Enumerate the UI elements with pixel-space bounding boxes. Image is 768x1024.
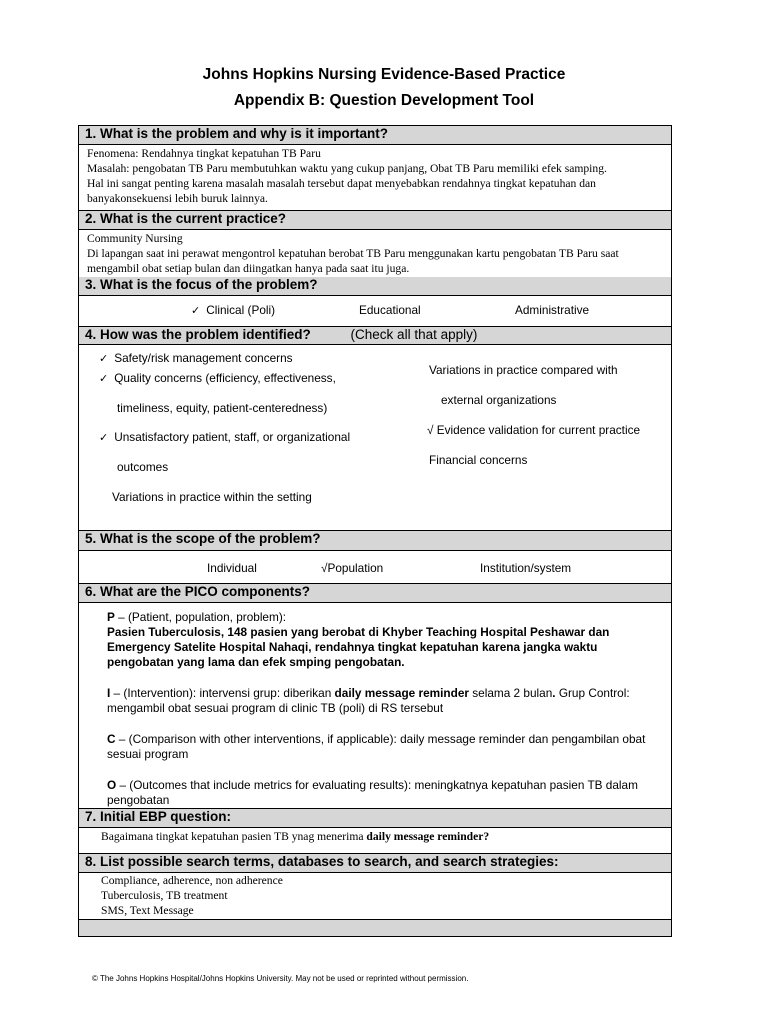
section-2-header: 2. What is the current practice?	[79, 210, 671, 230]
document-subtitle: Appendix B: Question Development Tool	[233, 92, 535, 109]
search-term: Tuberculosis, TB treatment	[101, 889, 228, 902]
section-1-line: Masalah: pengobatan TB Paru membutuhkan waktu yang cukup panjang, Obat TB Paru memiliki efek samping.	[87, 162, 607, 175]
section-2-line: Di lapangan saat ini perawat mengontrol kepatuhan berobat TB Paru menggunakan kartu pengobatan TB Paru saat	[87, 247, 619, 260]
focus-option-clinical: ✓ Clinical (Poli)	[191, 303, 275, 317]
ebp-question-bold: daily message reminder?	[366, 830, 490, 843]
pico-p-description: – (Patient, population, problem):	[114, 610, 287, 624]
section-7-header: 7. Initial EBP question:	[79, 808, 671, 828]
focus-option-administrative: Administrative	[515, 303, 590, 317]
pico-i-description: – (Intervention): intervensi grup: diberikan	[110, 686, 335, 700]
section-6-header: 6. What are the PICO components?	[79, 583, 671, 603]
search-term: SMS, Text Message	[101, 904, 194, 917]
section-4-note: (Check all that apply)	[350, 327, 478, 342]
pico-i-period: .	[552, 686, 556, 700]
pico-p-text: Pasien Tuberculosis, 148 pasien yang berobat di Khyber Teaching Hospital Peshawar dan Emergency Satelite Hospital Nahaqi, rendahnya tingkat kepatuhan karena jangka waktu pengobatan yang lama dan efek smping pengobatan.	[107, 625, 610, 669]
document-title: Johns Hopkins Nursing Evidence-Based Practice	[202, 66, 566, 83]
identified-option: ✓ Safety/risk management concerns	[99, 351, 293, 365]
ebp-question-text: Bagaimana tingkat kepatuhan pasien TB ynag menerima	[101, 830, 367, 843]
pico-i-bold: daily message reminder	[334, 686, 469, 700]
identified-option-cont: external organizations	[441, 393, 557, 407]
section-2-line: mengambil obat setiap bulan dan diingatkan hanya pada saat itu juga.	[87, 262, 410, 275]
focus-option-educational: Educational	[359, 303, 421, 317]
section-1-header: 1. What is the problem and why is it important?	[79, 126, 671, 145]
section-1-line: Hal ini sangat penting karena masalah masalah tersebut dapat menyebabkan rendahnya tingkat kepatuhan dan	[87, 177, 596, 190]
section-1-line: Fenomena: Rendahnya tingkat kepatuhan TB Paru	[87, 147, 321, 160]
search-term: Compliance, adherence, non adherence	[101, 874, 283, 887]
pico-o-text: – (Outcomes that include metrics for evaluating results): meningkatnya kepatuhan pasien TB dalam pengobatan	[107, 778, 638, 807]
section-2-line: Community Nursing	[87, 232, 183, 245]
identified-option: Financial concerns	[429, 453, 528, 467]
copyright-footer: © The Johns Hopkins Hospital/Johns Hopkins University. May not be used or reprinted without permission.	[92, 974, 469, 983]
identified-option: ✓ Unsatisfactory patient, staff, or organizational	[99, 430, 350, 444]
scope-option-institution: Institution/system	[480, 561, 572, 575]
section-1-line: banyakonsekuensi lebih buruk lainnya.	[87, 192, 268, 205]
scope-option-individual: Individual	[207, 561, 257, 575]
form-bottom-bar	[79, 919, 671, 936]
section-4-header	[79, 326, 671, 345]
section-5-header: 5. What is the scope of the problem?	[79, 530, 671, 551]
section-4-title: 4. How was the problem identified?	[85, 327, 311, 342]
identified-option-cont: timeliness, equity, patient-centeredness)	[117, 401, 328, 415]
question-development-form	[78, 125, 672, 937]
pico-o	[107, 778, 667, 808]
section-3-header: 3. What is the focus of the problem?	[79, 277, 671, 296]
pico-c-label: C	[107, 732, 116, 746]
pico-i-text: selama 2 bulan	[468, 686, 553, 700]
pico-c-text: – (Comparison with other interventions, if applicable): daily message reminder dan pengambilan obat sesuai program	[107, 732, 646, 761]
pico-c	[107, 732, 667, 762]
scope-option-population: √Population	[321, 561, 384, 575]
pico-p	[107, 610, 667, 670]
pico-i-text-2: Grup Control: mengambil obat sesuai program di clinic TB (poli) di RS tersebut	[107, 686, 630, 715]
ebp-question	[101, 829, 489, 844]
identified-option-cont: outcomes	[117, 460, 169, 474]
pico-i	[107, 686, 667, 716]
section-8-header: 8. List possible search terms, databases to search, and search strategies:	[79, 853, 671, 873]
identified-option: Variations in practice within the setting	[112, 490, 312, 504]
pico-o-label: O	[107, 778, 117, 792]
identified-option: ✓ Quality concerns (efficiency, effectiveness,	[99, 371, 336, 385]
identified-option: √ Evidence validation for current practice	[427, 423, 641, 437]
pico-i-label: I	[107, 686, 111, 700]
identified-option: Variations in practice compared with	[429, 363, 618, 377]
pico-p-label: P	[107, 610, 115, 624]
